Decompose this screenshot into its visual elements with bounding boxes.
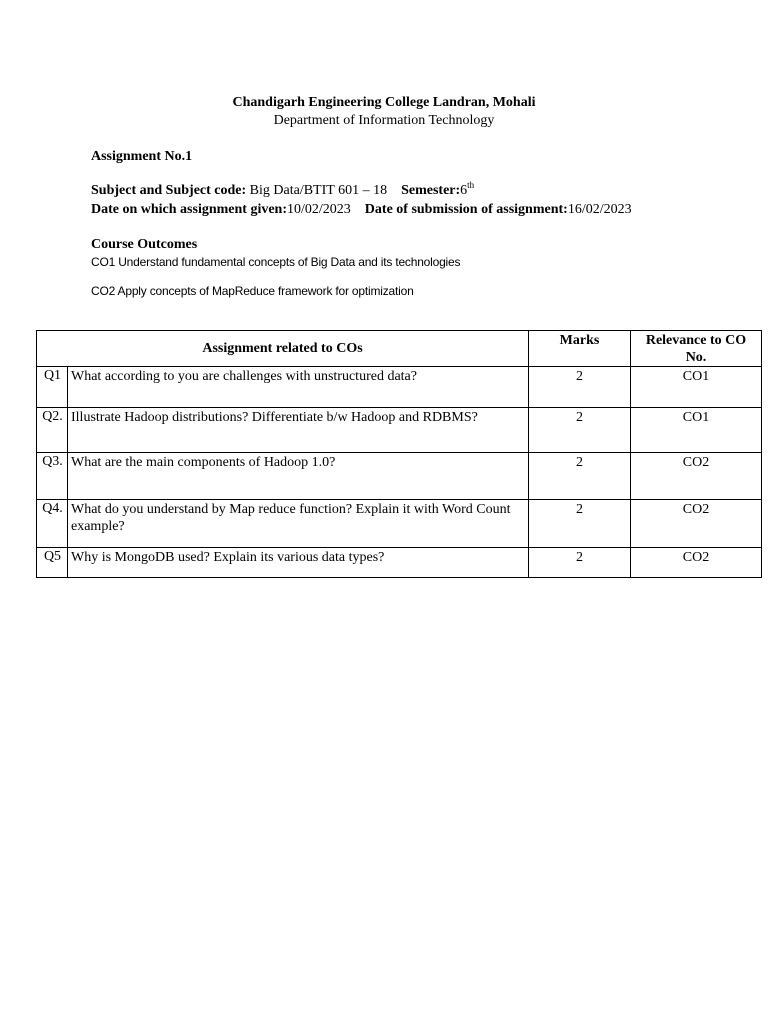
question-co: CO2 xyxy=(631,453,762,500)
dates-line xyxy=(91,201,632,218)
given-date-label: Date on which assignment given: xyxy=(91,202,288,217)
subject-value: Big Data/BTIT 601 – 18 xyxy=(246,183,388,198)
table-row xyxy=(37,453,762,500)
question-number: Q3. xyxy=(37,453,68,500)
question-number: Q4. xyxy=(37,500,68,548)
table-header-row xyxy=(37,331,762,367)
question-co: CO1 xyxy=(631,408,762,453)
question-number: Q5 xyxy=(37,548,68,578)
question-marks: 2 xyxy=(529,500,631,548)
header-assignment: Assignment related to COs xyxy=(37,331,529,367)
question-number: Q2. xyxy=(37,408,68,453)
table-row xyxy=(37,500,762,548)
submission-date-value: 16/02/2023 xyxy=(567,202,632,217)
department-name: Department of Information Technology xyxy=(273,113,495,128)
question-number: Q1 xyxy=(37,367,68,408)
question-marks: 2 xyxy=(529,548,631,578)
question-text: Illustrate Hadoop distributions? Differentiate b/w Hadoop and RDBMS? xyxy=(68,408,529,453)
question-marks: 2 xyxy=(529,367,631,408)
question-co: CO1 xyxy=(631,367,762,408)
course-outcomes-heading: Course Outcomes xyxy=(91,237,198,252)
table-row xyxy=(37,548,762,578)
question-text: What are the main components of Hadoop 1.0? xyxy=(68,453,529,500)
course-outcome-2: CO2 Apply concepts of MapReduce framework for optimization xyxy=(91,284,414,298)
header-marks: Marks xyxy=(529,331,631,367)
question-marks: 2 xyxy=(529,408,631,453)
college-name: Chandigarh Engineering College Landran, Mohali xyxy=(232,95,536,110)
assignment-table xyxy=(36,330,762,578)
question-text: Why is MongoDB used? Explain its various data types? xyxy=(68,548,529,578)
semester-label: Semester: xyxy=(401,183,461,198)
table-row xyxy=(37,408,762,453)
submission-date-label: Date of submission of assignment: xyxy=(364,202,568,217)
question-co: CO2 xyxy=(631,500,762,548)
question-co: CO2 xyxy=(631,548,762,578)
course-outcome-1: CO1 Understand fundamental concepts of Big Data and its technologies xyxy=(91,255,461,269)
subject-line xyxy=(91,182,474,199)
subject-label: Subject and Subject code: xyxy=(91,183,247,198)
question-text: What do you understand by Map reduce function? Explain it with Word Count example? xyxy=(68,500,529,548)
question-text: What according to you are challenges with unstructured data? xyxy=(68,367,529,408)
semester-value: 6 xyxy=(460,183,468,198)
semester-suffix: th xyxy=(467,180,475,190)
table-row xyxy=(37,367,762,408)
question-marks: 2 xyxy=(529,453,631,500)
given-date-value: 10/02/2023 xyxy=(287,202,351,217)
assignment-number: Assignment No.1 xyxy=(91,149,193,164)
header-relevance: Relevance to CO No. xyxy=(631,331,762,367)
